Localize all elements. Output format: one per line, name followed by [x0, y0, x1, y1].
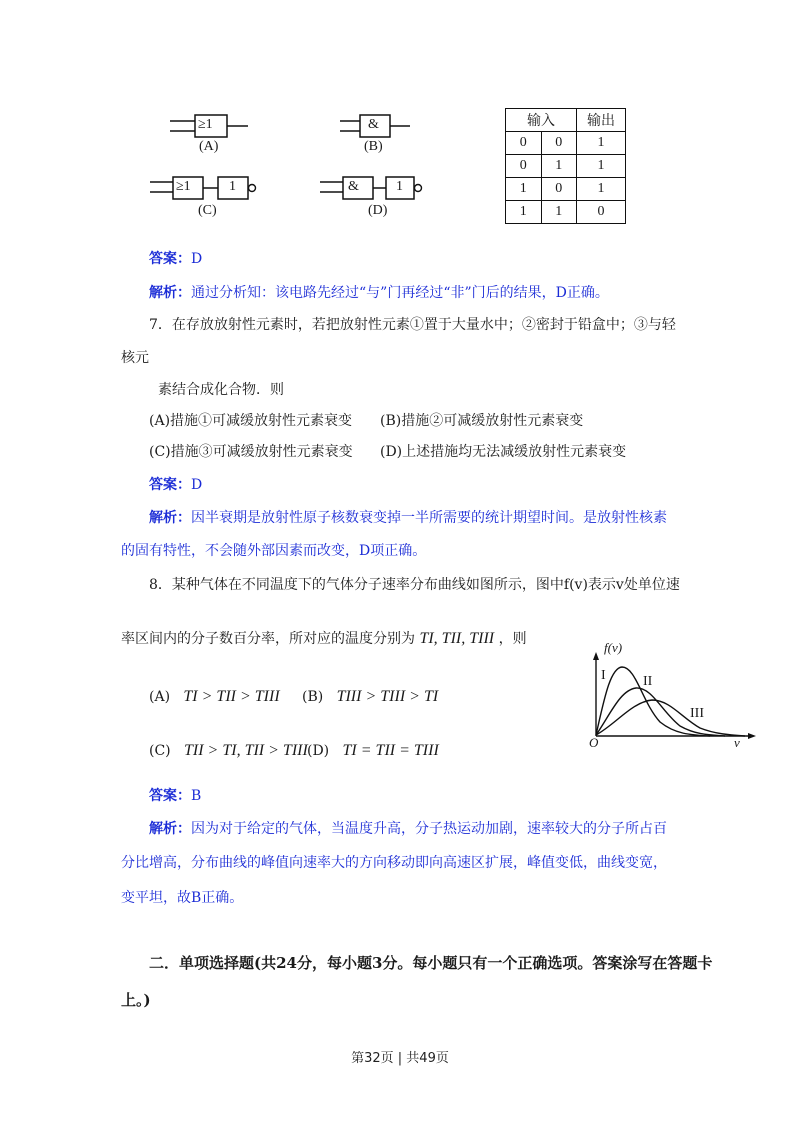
q8-stem-line2 [121, 630, 527, 648]
option-label: (C) [149, 743, 171, 759]
q8-analysis-line1 [149, 820, 667, 838]
q8-stem-text: 率区间内的分子数百分率，所对应的温度分别为 [121, 631, 415, 647]
curve-ii-label: II [643, 674, 653, 689]
option-label: (B) [302, 689, 324, 705]
truth-table [505, 108, 626, 224]
truth-cell: 0 [577, 201, 626, 224]
option-expr: TI > TII > TIII [183, 688, 280, 705]
truth-cell: 1 [541, 155, 577, 178]
truth-cell: 0 [506, 132, 542, 155]
q7-analysis-line2: 的固有特性，不会随外部因素而改变，D项正确。 [121, 543, 427, 559]
option-label: (D) [307, 743, 330, 759]
gate-d-symbol-1: & [348, 179, 359, 194]
truth-cell: 1 [577, 132, 626, 155]
analysis-label: 解析： [149, 510, 191, 526]
q6-answer [149, 250, 202, 268]
speed-distribution-graph [580, 640, 760, 755]
section-2-heading-line1: 二．单项选择题(共24分，每小题3分。每小题只有一个正确选项。答案涂写在答题卡 [149, 954, 713, 972]
q8-analysis-line3: 变平坦，故B正确。 [121, 890, 244, 906]
curve-iii [596, 700, 745, 736]
q7-option-d: (D)上述措施均无法减缓放射性元素衰变 [380, 444, 627, 460]
table-row [506, 155, 626, 178]
q8-answer [149, 787, 201, 805]
q7-answer [149, 476, 202, 494]
q7-stem-line1: 7．在存放放射性元素时，若把放射性元素①置于大量水中；②密封于铅盒中；③与轻 [149, 317, 676, 333]
table-row [506, 201, 626, 224]
gate-b-label: (B) [364, 139, 383, 154]
option-expr: TI = TII = TIII [342, 742, 439, 759]
curve-ii [596, 688, 725, 736]
answer-value: D [191, 477, 203, 493]
graph-y-label: f(v) [604, 640, 623, 655]
x-axis-arrow [748, 733, 756, 739]
gate-a-symbol: ≥1 [198, 117, 213, 132]
q8-option-a [149, 688, 280, 706]
analysis-text: 因为对于给定的气体，当温度升高，分子热运动加剧，速率较大的分子所占百 [191, 821, 667, 837]
q8-option-c [149, 742, 308, 760]
gate-d-symbol-2: 1 [396, 179, 403, 194]
q7-option-b: (B)措施②可减缓放射性元素衰变 [380, 413, 584, 429]
truth-cell: 1 [577, 178, 626, 201]
option-expr: TIII > TIII > TI [336, 688, 439, 705]
answer-value: B [191, 788, 202, 804]
q8-analysis-line2: 分比增高，分布曲线的峰值向速率大的方向移动即向高速区扩展，峰值变低，曲线变宽， [121, 855, 667, 871]
truth-cell: 0 [541, 178, 577, 201]
truth-cell: 1 [577, 155, 626, 178]
q8-stem-temps: TI, TII, TIII [419, 630, 495, 647]
gate-c-label: (C) [198, 203, 217, 218]
analysis-label: 解析： [149, 821, 191, 837]
truth-cell: 0 [541, 132, 577, 155]
table-row [506, 132, 626, 155]
y-axis-arrow [593, 652, 599, 660]
section-2-heading-line2: 上。) [121, 991, 151, 1009]
page-footer: 第32页 | 共49页 [351, 1051, 449, 1066]
q7-option-c: (C)措施③可减缓放射性元素衰变 [149, 444, 353, 460]
option-expr: TII > TI, TII > TIII [184, 742, 308, 759]
curve-iii-label: III [690, 706, 704, 721]
truth-cell: 1 [541, 201, 577, 224]
truth-table-header-input: 输入 [506, 109, 577, 132]
analysis-label: 解析： [149, 285, 191, 301]
logic-gate-figures [140, 100, 440, 230]
answer-label: 答案： [149, 251, 191, 267]
truth-cell: 0 [506, 155, 542, 178]
gate-c-symbol-1: ≥1 [176, 179, 191, 194]
q7-stem-line2: 核元 [121, 350, 149, 366]
graph-origin-label: O [589, 735, 599, 750]
curve-i [596, 667, 710, 736]
gate-c [150, 177, 256, 199]
gate-c-symbol-2: 1 [229, 179, 236, 194]
gate-d-label: (D) [368, 203, 388, 218]
table-row [506, 178, 626, 201]
q7-stem-line3: 素结合成化合物．则 [158, 382, 284, 398]
q6-analysis [149, 284, 609, 302]
q8-stem-line1: 8．某种气体在不同温度下的气体分子速率分布曲线如图所示，图中f(v)表示v处单位速 [149, 577, 680, 593]
gate-b-symbol: & [368, 117, 379, 132]
truth-cell: 1 [506, 178, 542, 201]
graph-x-label: v [734, 735, 740, 750]
answer-label: 答案： [149, 477, 191, 493]
q7-analysis-line1 [149, 509, 667, 527]
answer-value: D [191, 251, 203, 267]
gate-a-label: (A) [199, 139, 219, 154]
curve-i-label: I [601, 668, 606, 683]
q8-option-d [307, 742, 439, 760]
option-label: (A) [149, 689, 171, 705]
q7-option-a: (A)措施①可减缓放射性元素衰变 [149, 413, 353, 429]
analysis-text: 因半衰期是放射性原子核数衰变掉一半所需要的统计期望时间。是放射性核素 [191, 510, 667, 526]
truth-cell: 1 [506, 201, 542, 224]
gate-d [320, 177, 422, 199]
q8-stem-end: ，则 [498, 631, 527, 647]
answer-label: 答案： [149, 788, 191, 804]
q8-option-b [302, 688, 438, 706]
analysis-text: 通过分析知：该电路先经过“与”门再经过“非”门后的结果，D正确。 [191, 285, 609, 301]
truth-table-header-output: 输出 [577, 109, 626, 132]
